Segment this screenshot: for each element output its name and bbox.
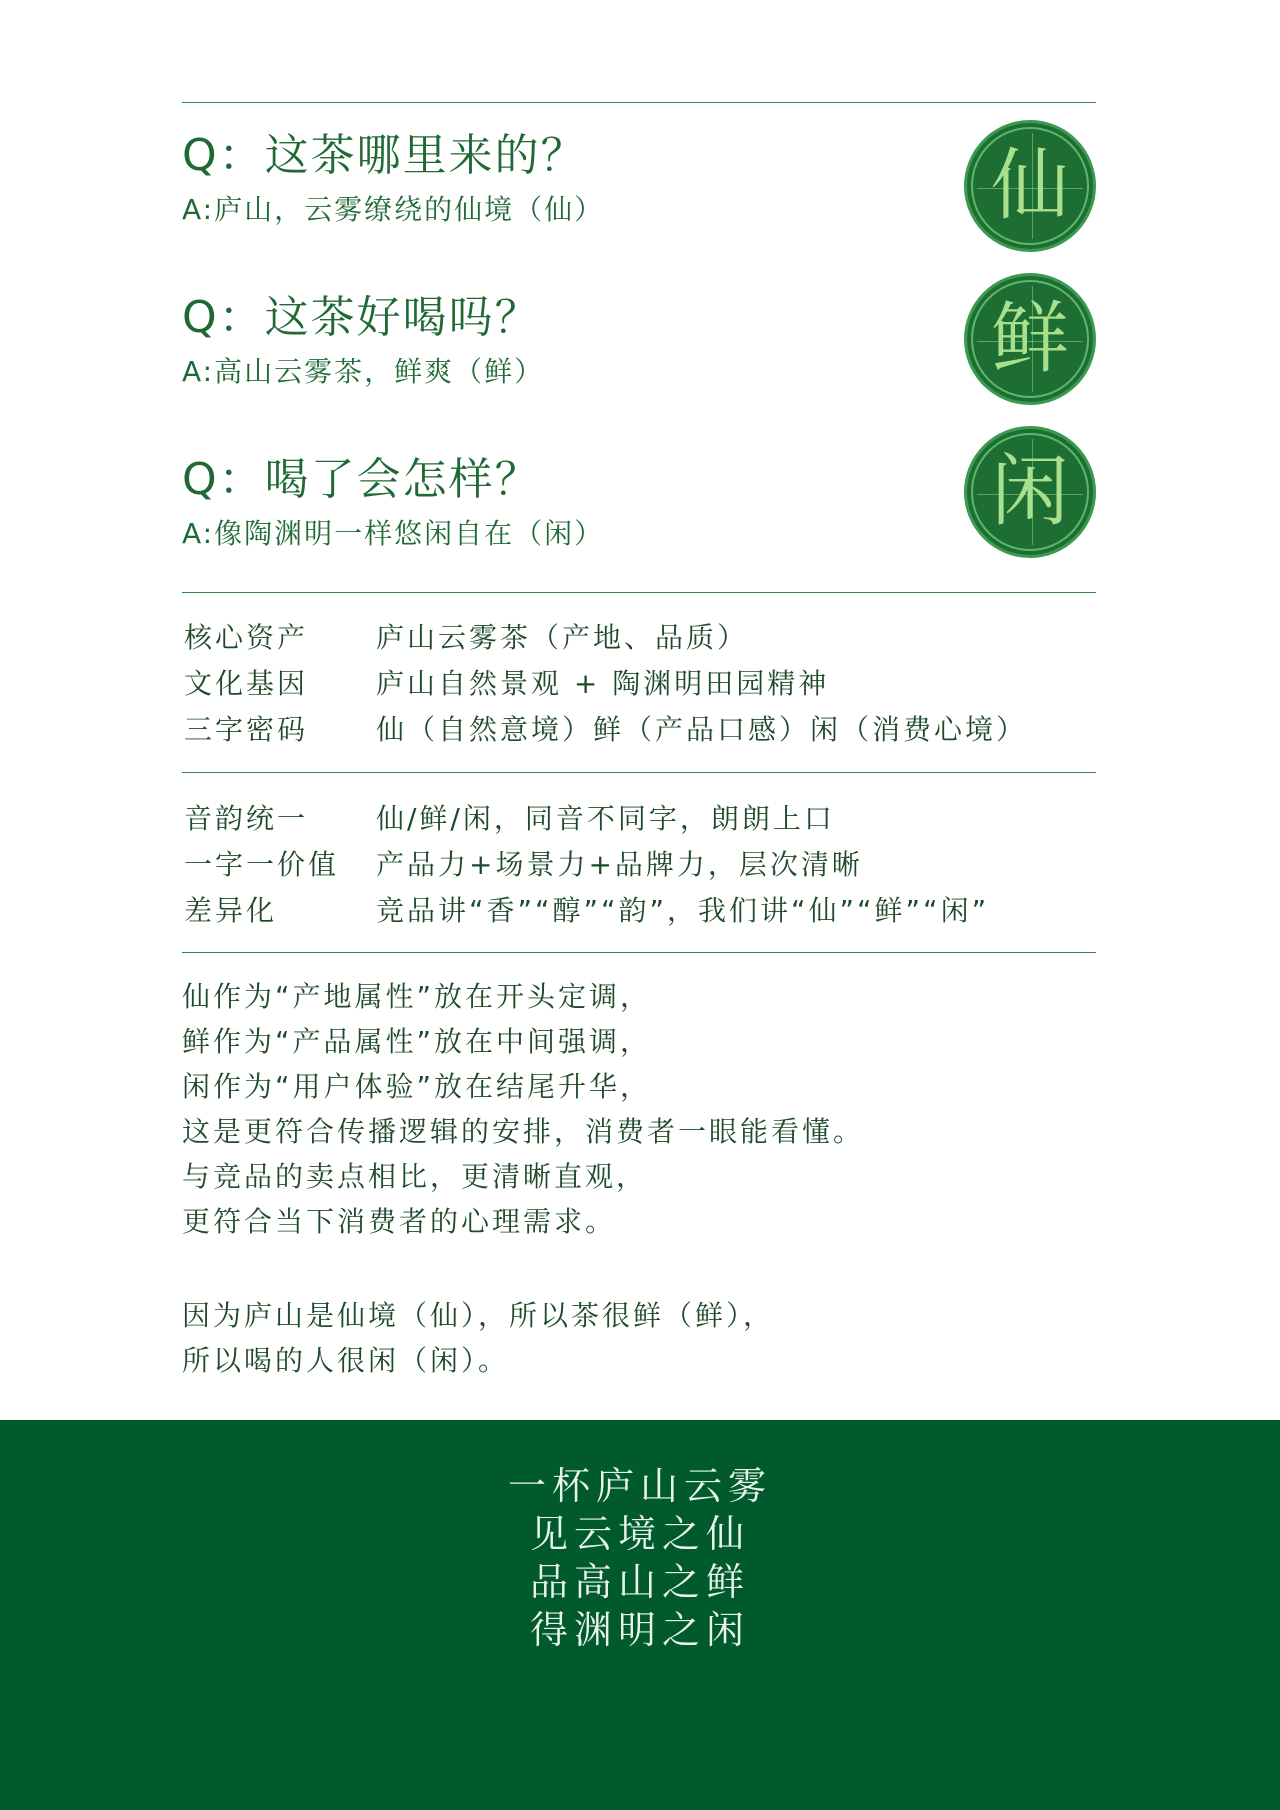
question-origin: Q：这茶哪里来的？ [182, 130, 587, 181]
answer-origin: A:庐山，云雾缭绕的仙境（仙） [182, 193, 605, 226]
row-key: 核心资产 [184, 621, 309, 654]
answer-taste: A:高山云雾茶，鲜爽（鲜） [182, 355, 545, 388]
seal-xian-fresh-badge [964, 273, 1096, 405]
table-row [184, 659, 1094, 705]
paragraph-line: 与竞品的卖点相比，更清晰直观， [182, 1160, 648, 1193]
qa-block-effect [182, 452, 942, 554]
paragraph-line: 仙作为“产地属性”放在开头定调， [182, 980, 652, 1013]
table-row [184, 886, 1094, 932]
paragraph-line: 更符合当下消费者的心理需求。 [182, 1205, 617, 1238]
row-value: 竞品讲“香”“醇”“韵”，我们讲“仙”“鲜”“闲” [376, 894, 990, 927]
slogan-line: 一杯庐山云雾 [507, 1464, 772, 1508]
slogan-line: 得渊明之闲 [529, 1608, 750, 1652]
paragraph-line: 因为庐山是仙境（仙），所以茶很鲜（鲜）， [182, 1299, 775, 1332]
table-row [184, 613, 1094, 659]
paragraph-line: 闲作为“用户体验”放在结尾升华， [182, 1070, 652, 1103]
row-value: 庐山自然景观 + 陶渊明田园精神 [376, 667, 830, 700]
seal-xian-leisure-badge [964, 426, 1096, 558]
logic-paragraph [182, 1293, 1096, 1383]
divider-top [182, 102, 1096, 103]
row-value: 产品力+场景力+品牌力，层次清晰 [376, 848, 863, 881]
seal-char-xian: 仙 [990, 141, 1069, 231]
row-value: 庐山云雾茶（产地、品质） [376, 621, 749, 654]
row-key: 音韵统一 [184, 802, 309, 835]
answer-effect: A:像陶渊明一样悠闲自在（闲） [182, 517, 605, 550]
row-key: 文化基因 [184, 667, 309, 700]
slogan-line: 见云境之仙 [529, 1512, 750, 1556]
paragraph-line: 这是更符合传播逻辑的安排，消费者一眼能看懂。 [182, 1115, 865, 1148]
divider-after-core [182, 772, 1096, 773]
slogan-line: 品高山之鲜 [529, 1560, 750, 1604]
seal-char-xian-fresh: 鲜 [990, 294, 1069, 384]
row-key: 差异化 [184, 894, 278, 927]
brand-core-table [184, 613, 1094, 751]
question-effect: Q：喝了会怎样？ [182, 454, 541, 505]
divider-after-qa [182, 592, 1096, 593]
table-row [184, 705, 1094, 751]
explanation-paragraph [182, 974, 1096, 1244]
brand-value-table [184, 794, 1094, 932]
slogan-lines [0, 1462, 1280, 1654]
row-value: 仙（自然意境）鲜（产品口感）闲（消费心境） [376, 713, 1028, 746]
row-value: 仙/鲜/闲，同音不同字，朗朗上口 [376, 802, 835, 835]
footer-slogan-panel [0, 1420, 1280, 1810]
seal-char-xian-leisure: 闲 [990, 447, 1069, 537]
qa-block-origin [182, 128, 942, 230]
row-key: 一字一价值 [184, 848, 340, 881]
qa-block-taste [182, 290, 942, 392]
divider-after-value [182, 952, 1096, 953]
question-taste: Q：这茶好喝吗？ [182, 292, 541, 343]
seal-xian-badge [964, 120, 1096, 252]
paragraph-line: 鲜作为“产品属性”放在中间强调， [182, 1025, 652, 1058]
table-row [184, 794, 1094, 840]
paragraph-line: 所以喝的人很闲（闲）。 [182, 1344, 510, 1377]
table-row [184, 840, 1094, 886]
row-key: 三字密码 [184, 713, 309, 746]
